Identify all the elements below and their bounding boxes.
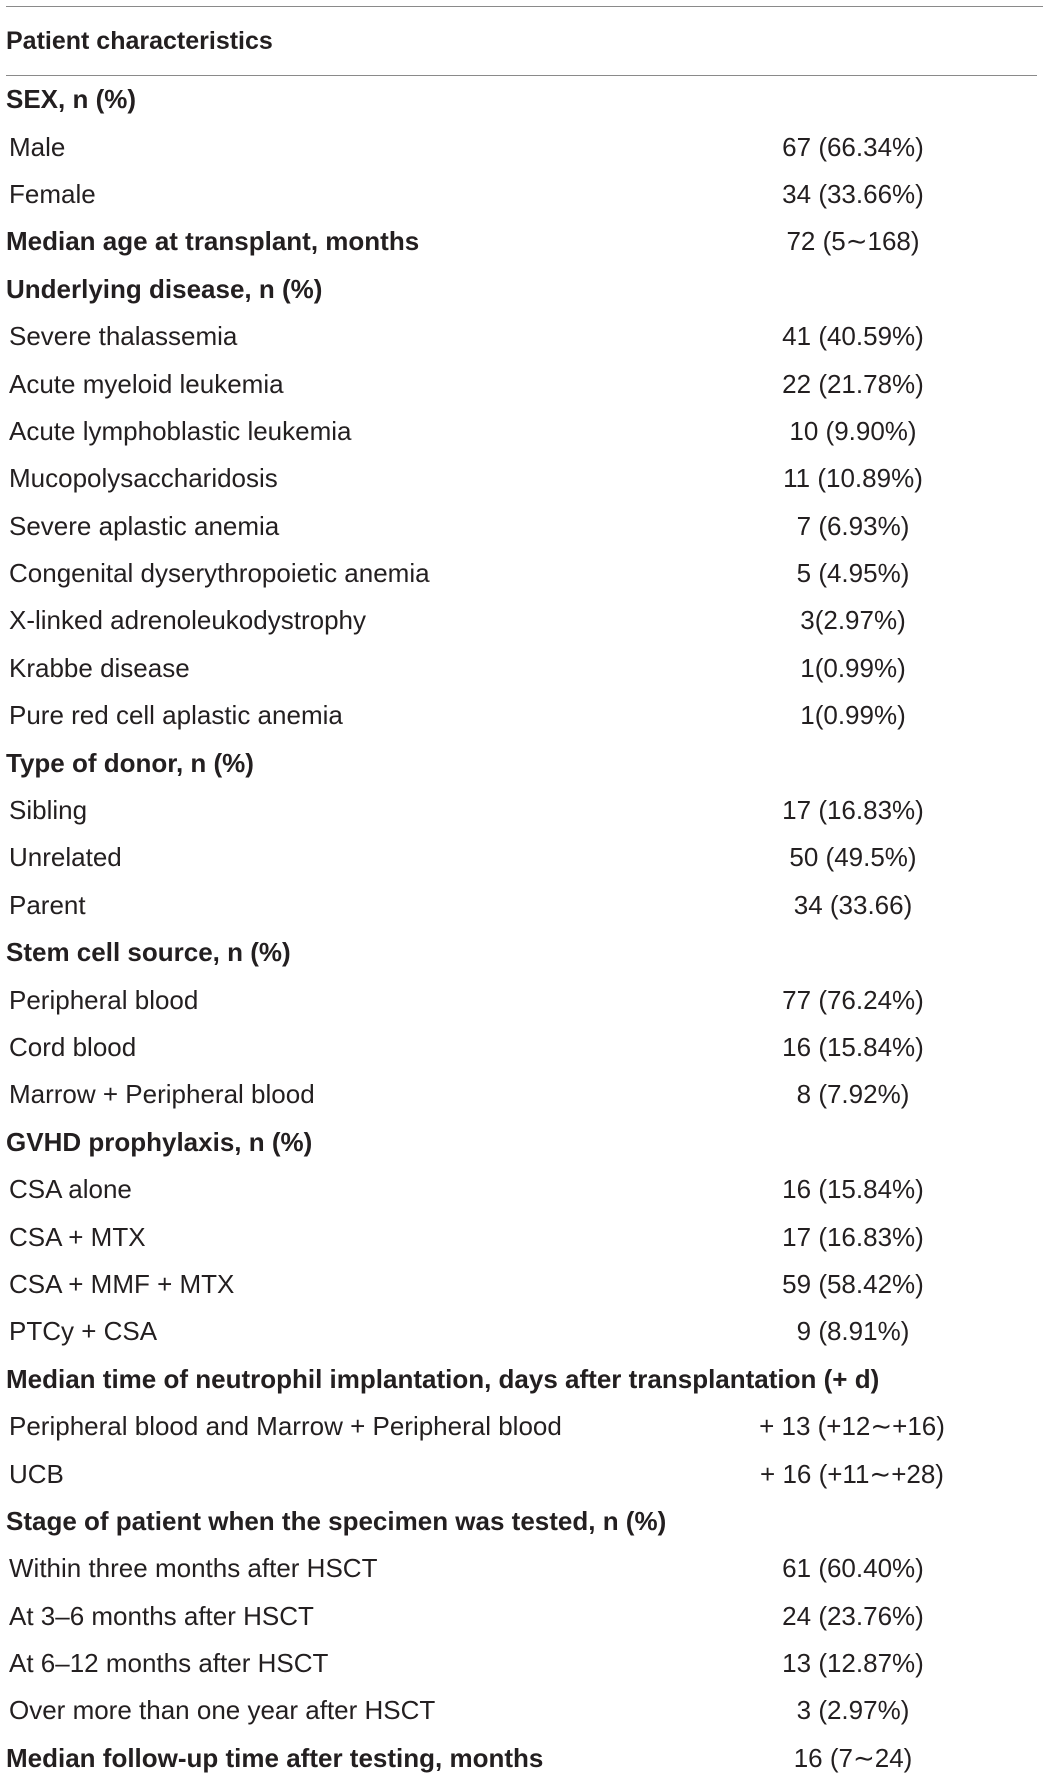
row-value: 16 (7∼24) [793,1742,913,1773]
row-label: Acute myeloid leukemia [9,368,284,399]
row-value: 13 (12.87%) [782,1648,924,1679]
row-value: 24 (23.76%) [782,1600,924,1631]
row-value: 16 (15.84%) [782,1174,924,1205]
table-header: Patient characteristics [6,7,1037,76]
table-row [0,597,1043,644]
table-row [0,123,1043,170]
table-row [0,692,1043,739]
section-row [0,76,1043,123]
table-row [0,503,1043,550]
table-row [0,313,1043,360]
table-row [0,645,1043,692]
row-label: CSA + MTX [9,1221,146,1252]
section-row [0,218,1043,265]
table-row [0,408,1043,455]
row-value: 72 (5∼168) [786,226,920,257]
row-label: Peripheral blood [9,984,199,1015]
row-label: Cord blood [9,1032,137,1062]
section-row [0,1119,1043,1166]
table-row [0,1166,1043,1213]
row-value: 7 (6.93%) [796,510,910,541]
row-label: Unrelated [9,842,122,873]
row-label: Pure red cell aplastic anemia [9,700,343,731]
row-value: 3(2.97%) [800,605,906,636]
row-value: 11 (10.89%) [783,463,923,494]
row-value: 8 (7.92%) [796,1079,910,1110]
row-value: 59 (58.42%) [782,1268,924,1299]
row-label: Peripheral blood and Marrow + Peripheral blood [9,1411,562,1442]
section-row [0,1356,1043,1403]
section-row [0,739,1043,786]
row-value: 17 (16.83%) [782,1221,924,1252]
row-label: Within three months after HSCT [9,1553,378,1584]
row-label: Sibling [9,795,88,826]
row-label: Male [9,131,66,162]
table-row [0,1593,1043,1640]
section-label: Median follow-up time after testing, months [6,1742,544,1773]
row-value: 22 (21.78%) [782,368,924,399]
row-value: 41 (40.59%) [782,321,924,352]
row-label: Marrow + Peripheral blood [9,1079,315,1110]
section-label: Median time of neutrophil implantation, days after transplantation (+ d) [6,1363,880,1394]
row-value: 1(0.99%) [800,652,906,683]
table-row [0,455,1043,502]
row-value: 61 (60.40%) [782,1553,924,1584]
row-label: X-linked adrenoleukodystrophy [9,605,366,636]
row-label: Krabbe disease [9,652,190,683]
row-value: 16 (15.84%) [782,1032,924,1062]
table-row [0,550,1043,597]
table-row [0,1640,1043,1687]
row-value: 1(0.99%) [800,700,906,731]
row-label: Mucopolysaccharidosis [9,463,278,494]
row-value: 34 (33.66) [793,889,913,920]
table-row [0,1308,1043,1355]
table-row [0,1687,1043,1734]
row-label: CSA + MMF + MTX [9,1268,235,1299]
section-row [0,1735,1043,1782]
table-row [0,1403,1043,1450]
table-row [0,1071,1043,1118]
row-label: UCB [9,1458,64,1489]
row-value: 50 (49.5%) [789,842,917,873]
row-value: 67 (66.34%) [782,131,924,162]
row-value: + 16 (+11∼+28) [760,1458,944,1489]
table-row [0,171,1043,218]
row-label: At 6–12 months after HSCT [9,1648,329,1679]
table-row [0,1261,1043,1308]
row-label: Congenital dyserythropoietic anemia [9,558,430,589]
section-label: GVHD prophylaxis, n (%) [6,1126,313,1157]
row-label: CSA alone [9,1174,132,1205]
table-row [0,976,1043,1023]
section-label: SEX, n (%) [6,84,137,115]
row-value: 9 (8.91%) [796,1316,910,1347]
row-value: + 13 (+12∼+16) [759,1411,945,1442]
row-label: PTCy + CSA [9,1316,158,1347]
table-body [0,76,1043,1782]
row-label: Severe aplastic anemia [9,510,280,541]
section-label: Median age at transplant, months [6,226,420,257]
section-label: Type of donor, n (%) [6,747,254,778]
section-label: Stem cell source, n (%) [6,937,291,968]
table-row [0,1024,1043,1071]
table-row [0,360,1043,407]
table-row [0,834,1043,881]
row-value: 17 (16.83%) [782,795,924,826]
table-row [0,1450,1043,1497]
section-label: Stage of patient when the specimen was tested, n (%) [6,1505,667,1536]
table-row [0,787,1043,834]
table-row [0,1545,1043,1592]
section-row [0,929,1043,976]
row-value: 5 (4.95%) [796,558,910,589]
section-row [0,1498,1043,1545]
row-label: Acute lymphoblastic leukemia [9,415,352,446]
table-row [0,882,1043,929]
row-label: Female [9,178,96,209]
row-label: Severe thalassemia [9,321,238,352]
section-row [0,266,1043,313]
row-value: 3 (2.97%) [796,1695,910,1726]
row-label: Over more than one year after HSCT [9,1695,436,1726]
row-value: 77 (76.24%) [782,984,924,1015]
row-value: 10 (9.90%) [789,415,917,446]
section-label: Underlying disease, n (%) [6,273,323,304]
row-value: 34 (33.66%) [782,178,924,209]
table-row [0,1213,1043,1260]
row-label: At 3–6 months after HSCT [9,1600,314,1631]
row-label: Parent [9,889,86,920]
